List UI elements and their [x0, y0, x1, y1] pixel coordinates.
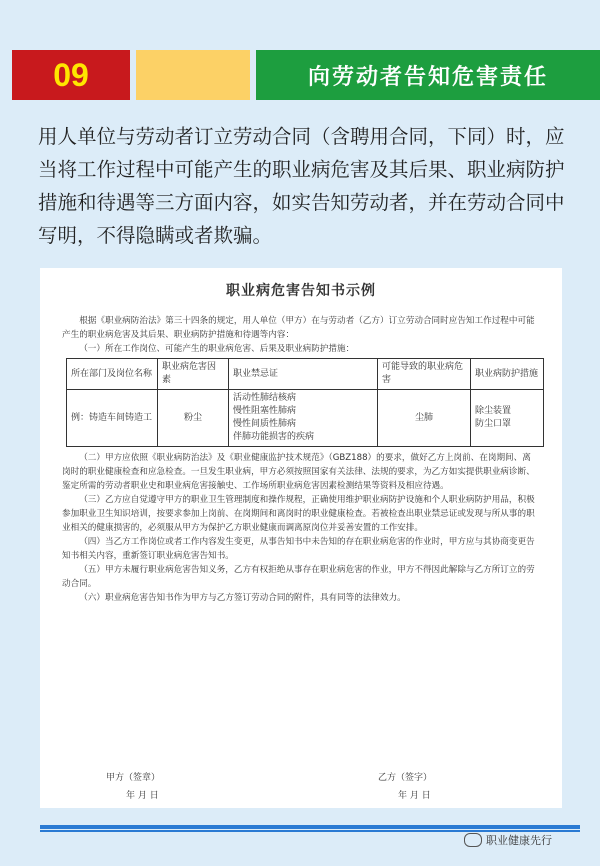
- table-header-row: [67, 359, 544, 390]
- doc-paragraph: （六）职业病危害告知书作为甲方与乙方签订劳动合同的附件，具有同等的法律效力。: [79, 593, 406, 603]
- table-cell: 例：铸造车间铸造工: [67, 390, 158, 447]
- table-header-cell: 职业禁忌证: [229, 359, 378, 390]
- table-cell: 活动性肺结核病 慢性阻塞性肺病 慢性间质性肺病 伴肺功能损害的疾病: [229, 390, 378, 447]
- signature-party-a: 甲方（签章）: [106, 773, 161, 783]
- doc-paragraph: （一）所在工作岗位、可能产生的职业病危害、后果及职业病防护措施：: [79, 344, 355, 354]
- table-row: [67, 390, 544, 447]
- date-party-b: 年 月 日: [398, 791, 431, 801]
- section-number: 09: [12, 50, 130, 100]
- table-header-cell: 可能导致的职业病危害: [378, 359, 471, 390]
- doc-paragraph: 根据《职业病防治法》第三十四条的规定，用人单位（甲方）在与劳动者（乙方）订立劳动合同时应告知工作过程中可能产生的职业病危害及其后果、职业病防护措施和待遇等内容：: [62, 316, 535, 340]
- doc-paragraph: （三）乙方应自觉遵守甲方的职业卫生管理制度和操作规程，正确使用维护职业病防护设施和个人职业病防护用品，积极参加职业卫生知识培训，按要求参加上岗前、在岗期间和离岗时的职业健康检查。若被检查出职业禁忌证或发现与所从事的职业相关的健康损害的，必须服从甲方为保护乙方职业健康而调离原岗位并妥善安置的工作安排。: [62, 495, 535, 533]
- footer-watermark: [464, 832, 552, 848]
- date-party-a: 年 月 日: [126, 791, 159, 801]
- doc-paragraph: （四）当乙方工作岗位或者工作内容发生变更，从事告知书中未告知的存在职业病危害的作业时，甲方应与其协商变更告知书相关内容，重新签订职业病危害告知书。: [62, 537, 535, 561]
- table-cell: 除尘装置 防尘口罩: [471, 390, 544, 447]
- table-header-cell: 职业病危害因素: [158, 359, 229, 390]
- table-cell: 尘肺: [378, 390, 471, 447]
- document-title: 职业病危害告知书示例: [226, 283, 376, 299]
- hazard-table: [66, 358, 544, 447]
- table-header-cell: 职业病防护措施: [471, 359, 544, 390]
- doc-paragraph: （二）甲方应依照《职业病防治法》及《职业健康监护技术规范》（GBZ188）的要求，做好乙方上岗前、在岗期间、离岗时的职业健康检查和应急检查。一旦发生职业病，甲方必须按照国家有关法律、法规的要求，为乙方如实提供职业病诊断、鉴定所需的劳动者职业史和职业病危害接触史、工作场所职业病危害因素检测结果等资料及相应待遇。: [62, 453, 535, 491]
- section-title: 向劳动者告知危害责任: [256, 50, 600, 100]
- signature-party-b: 乙方（签字）: [378, 773, 433, 783]
- intro-paragraph: 用人单位与劳动者订立劳动合同（含聘用合同，下同）时，应当将工作过程中可能产生的职业病危害及其后果、职业病防护措施和待遇等三方面内容，如实告知劳动者，并在劳动合同中写明，不得隐瞒或者欺骗。: [38, 125, 565, 247]
- wechat-icon: [464, 833, 482, 847]
- doc-paragraph: （五）甲方未履行职业病危害告知义务，乙方有权拒绝从事存在职业病危害的作业，甲方不得因此解除与乙方所订立的劳动合同。: [62, 565, 535, 589]
- footer-divider: [40, 825, 580, 829]
- footer-label: 职业健康先行: [486, 834, 552, 847]
- header-accent-block: [136, 50, 250, 100]
- table-header-cell: 所在部门及岗位名称: [67, 359, 158, 390]
- header-bar: [0, 44, 600, 106]
- table-cell: 粉尘: [158, 390, 229, 447]
- notice-document-image: [40, 268, 562, 808]
